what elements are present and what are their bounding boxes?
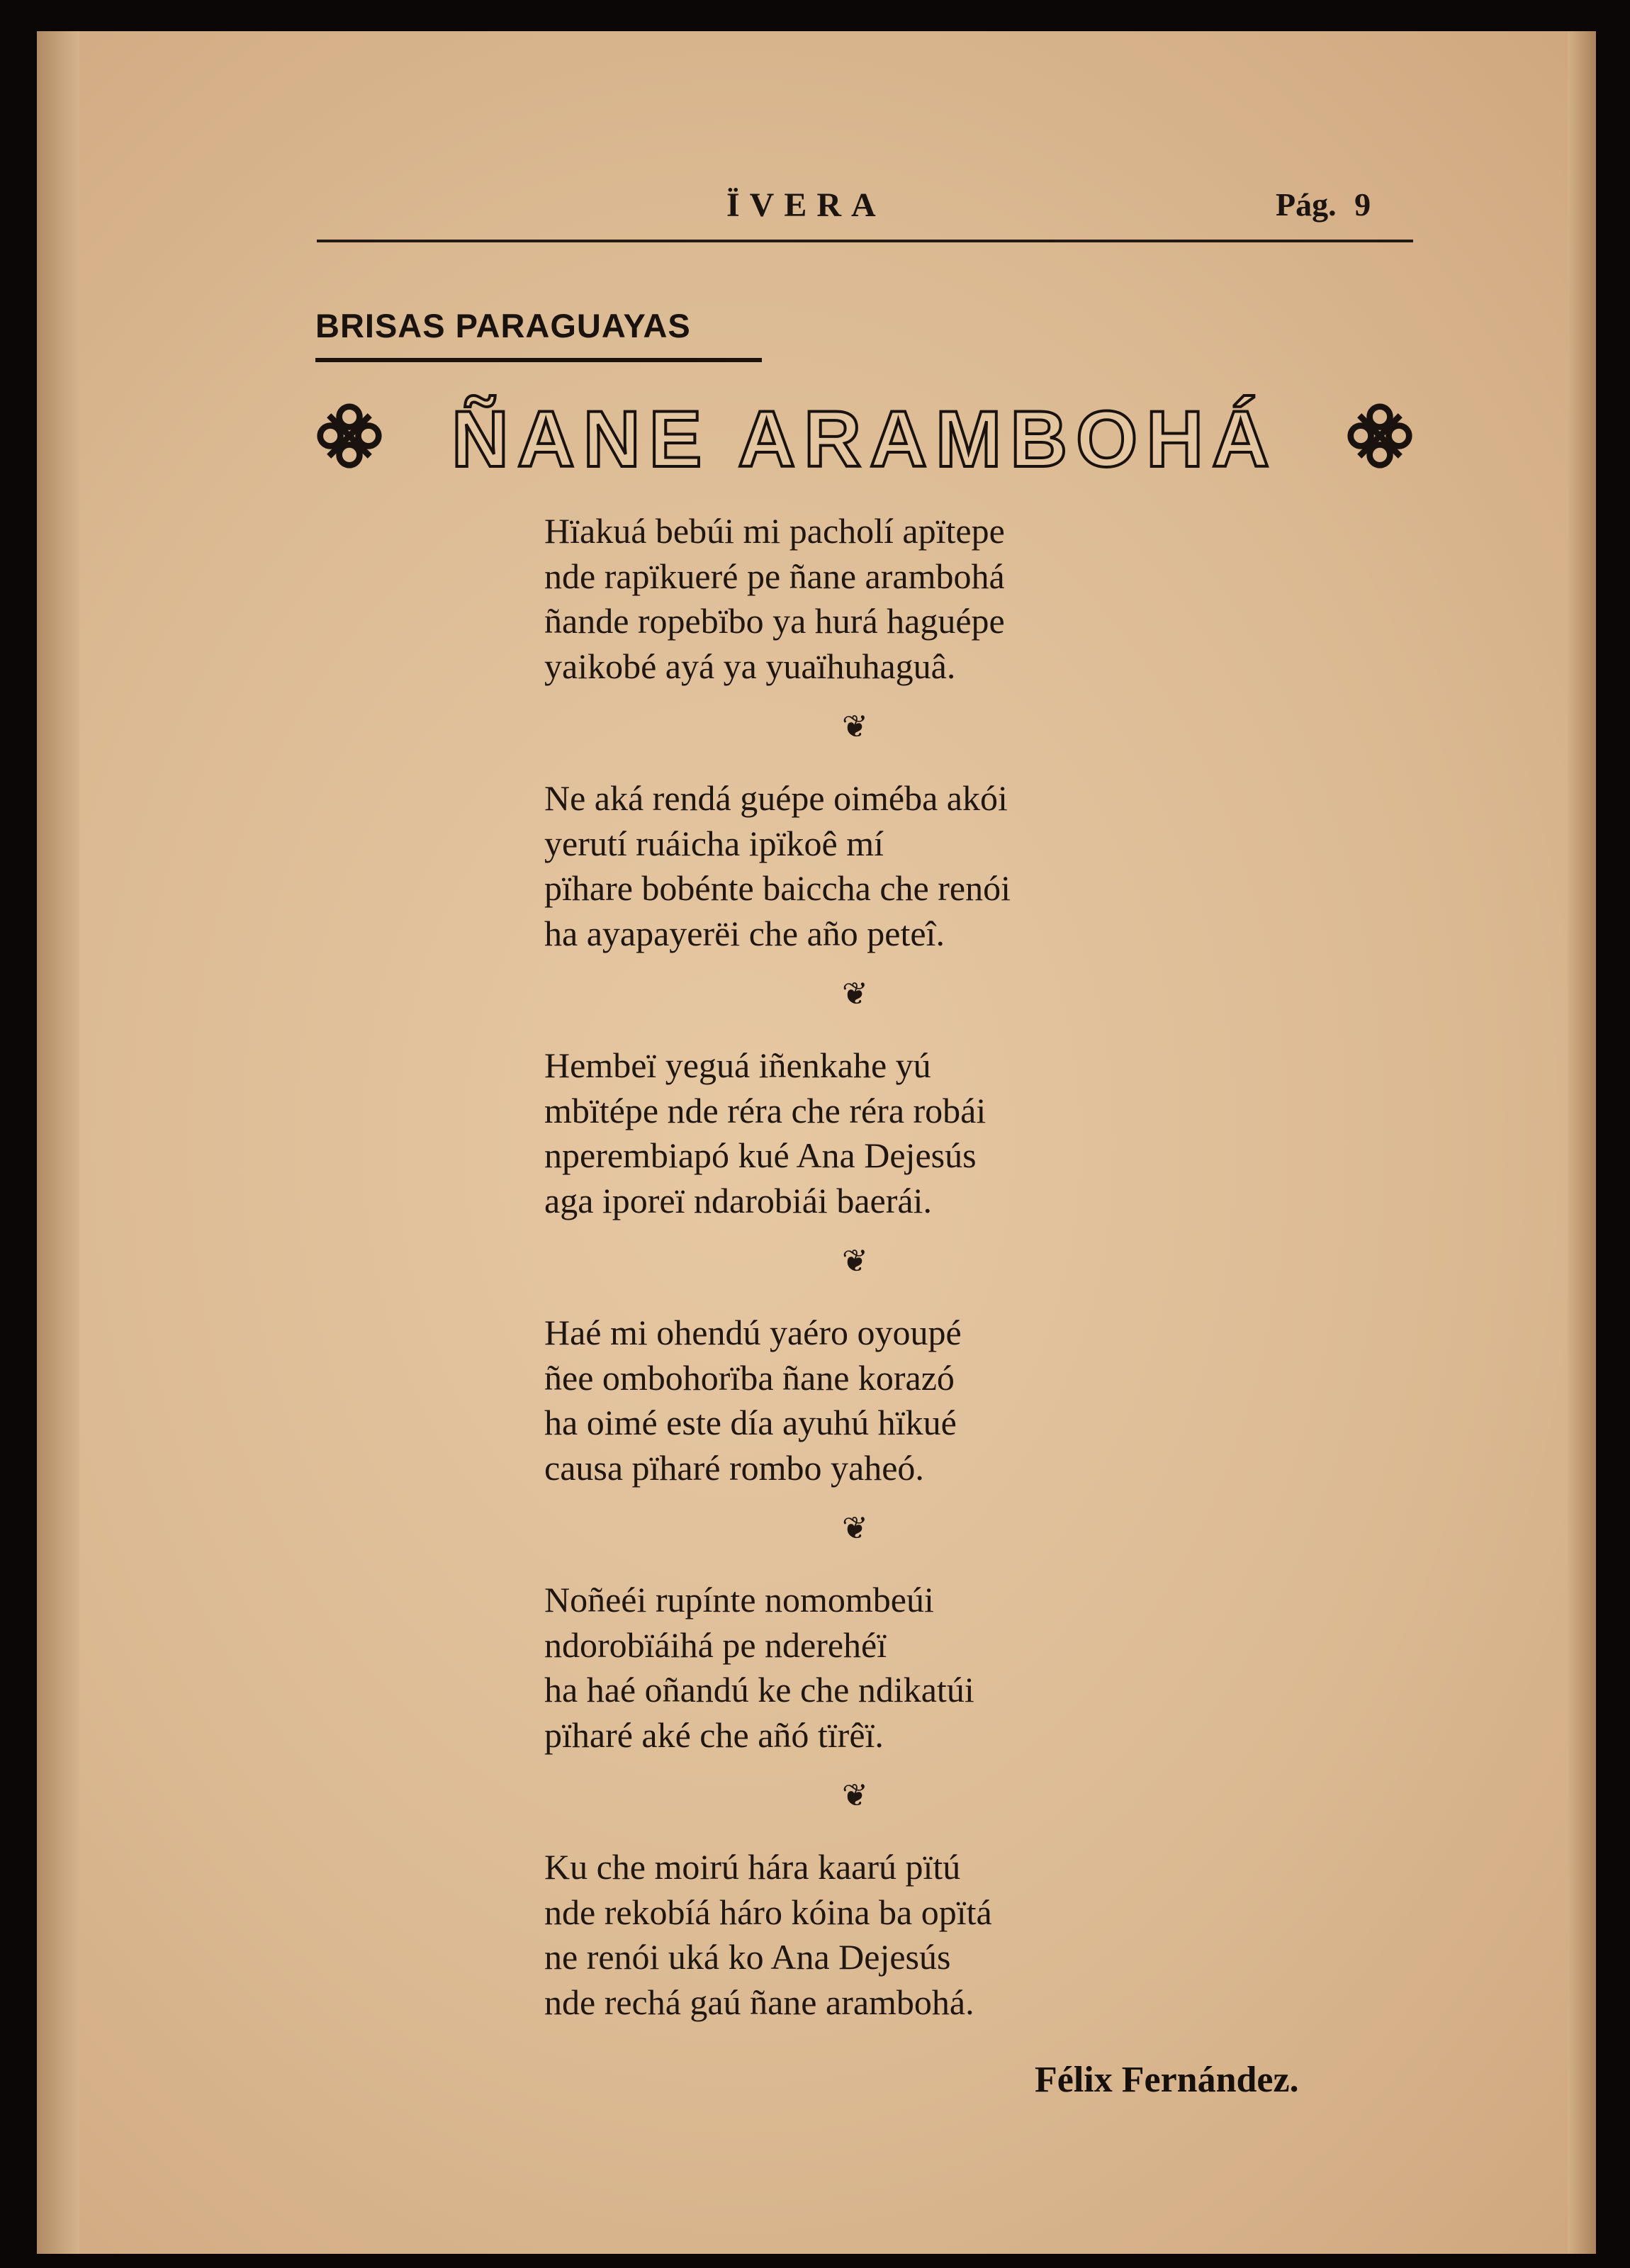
poem-title: ÑANE ARAMBOHÁ [451, 395, 1278, 483]
stanza-divider [544, 1491, 1253, 1578]
poem-line: pïhare bobénte baiccha che renói [544, 868, 1011, 908]
poem-line: Haé mi ohendú yaéro oyoupé [544, 1313, 962, 1352]
section-rule [315, 358, 762, 362]
poem-line: yerutí ruáicha ipïkoê mí [544, 823, 884, 863]
header-rule [317, 240, 1413, 242]
leaf-ornament-icon: ❦ [842, 977, 868, 1011]
poem-line: yaikobé ayá ya yuaïhuhaguâ. [544, 646, 956, 686]
stanza [544, 1578, 1253, 1758]
page-edge [1568, 31, 1596, 2254]
poem-line: Noñeéi rupínte nomombeúi [544, 1580, 934, 1619]
poem-line: ñee ombohorïba ñane korazó [544, 1357, 955, 1398]
stanza-divider [544, 1758, 1253, 1845]
book-spine [37, 31, 79, 2254]
leaf-ornament-icon: ❦ [842, 709, 868, 744]
stanza [544, 776, 1253, 956]
poem-line: nde rekobíá háro kóina ba opïtá [544, 1892, 992, 1932]
poem-line: nde rechá gaú ñane arambohá. [544, 1982, 974, 2022]
author-signature: Félix Fernández. [1035, 2060, 1299, 2100]
poem-line: nde rapïkueré pe ñane arambohá [544, 556, 1005, 596]
poem-line: ha oimé este día ayuhú hïkué [544, 1403, 957, 1442]
poem-line: nperembiapó kué Ana Dejesús [544, 1135, 977, 1175]
quatrefoil-ornament-icon [315, 402, 383, 470]
page-number: Pág. 9 [1276, 186, 1371, 223]
poem-line: Ku che moirú hára kaarú pïtú [544, 1847, 961, 1887]
leaf-ornament-icon: ❦ [842, 1244, 868, 1279]
poem-line: Ne aká rendá guépe oiméba akói [544, 778, 1008, 818]
poem-line: Hïakuá bebúi mi pacholí apïtepe [544, 511, 1005, 551]
poem-line: ne renói uká ko Ana Dejesús [544, 1937, 951, 1977]
quatrefoil-ornament-icon [1346, 402, 1414, 470]
stanza-divider [544, 689, 1253, 776]
poem-line: ndorobïáihá pe nderehéï [544, 1624, 887, 1665]
stanza-divider [544, 1223, 1253, 1310]
poem-body [544, 509, 1253, 2025]
stanza [544, 1845, 1253, 2025]
section-title: BRISAS PARAGUAYAS [315, 307, 691, 344]
poem-line: ñande ropebïbo ya hurá haguépe [544, 601, 1005, 641]
stanza [544, 509, 1253, 689]
poem-line: aga iporeï ndarobiái baerái. [544, 1180, 932, 1220]
stanza [544, 1043, 1253, 1223]
leaf-ornament-icon: ❦ [842, 1511, 868, 1546]
poem-line: ha haé oñandú ke che ndikatúi [544, 1670, 974, 1710]
poem-line: ha ayapayerëi che año peteî. [544, 913, 945, 953]
running-title: ÏVERA [726, 186, 886, 224]
leaf-ornament-icon: ❦ [842, 1778, 868, 1813]
poem-line: causa pïharé rombo yaheó. [544, 1447, 924, 1488]
poem-title-row [315, 386, 1414, 485]
poem-line: pïharé aké che añó tïrêï. [544, 1714, 884, 1755]
poem-line: mbïtépe nde réra che réra robái [544, 1090, 987, 1130]
stanza [544, 1310, 1253, 1491]
poem-line: Hembeï yeguá iñenkahe yú [544, 1045, 931, 1085]
stanza-divider [544, 956, 1253, 1043]
